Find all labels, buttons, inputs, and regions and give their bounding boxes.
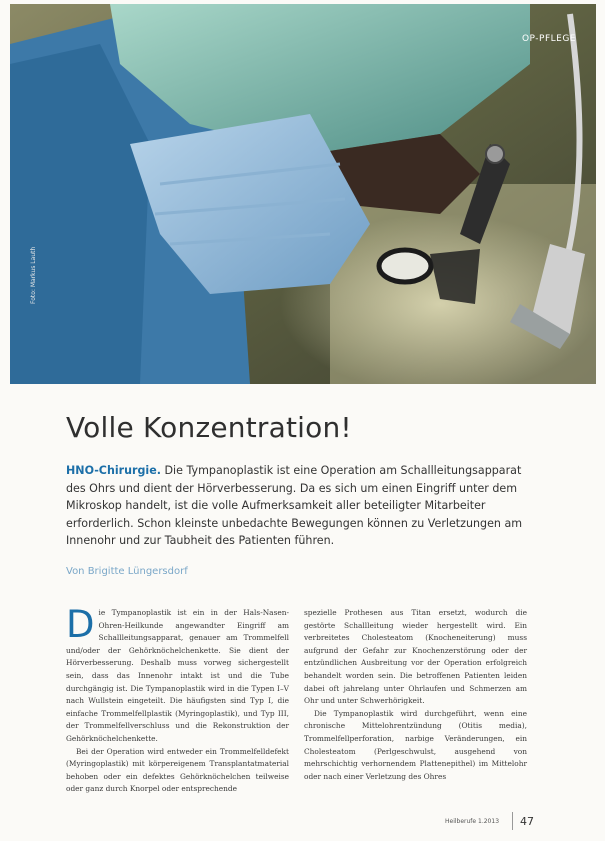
body-column-right xyxy=(304,607,527,783)
body-paragraph: Bei der Operation wird entweder ein Trommelfelldefekt (Myringoplastik) mit körpereigenem Transplantatmaterial behoben oder ein defektes Gehörknöchelchen teilweise oder ganz durch Knorpel oder entsprechende xyxy=(66,746,289,794)
body-column-left xyxy=(66,603,289,796)
body-paragraph: Die Tympanoplastik wird durchgeführt, wenn eine chronische Mittelohrentzündung (Otitis media), Trommelfellperforation, narbige Veränderungen, ein Cholesteatom (Perlgeschwulst, ausgehend von mehrschichtig verhornendem Plattenepithel) im Mittelohr oder nach einer Verletzung des Ohres xyxy=(304,708,527,781)
body-paragraph: spezielle Prothesen aus Titan ersetzt, wodurch die gestörte Schallleitung wieder hergestellt wird. Ein verbreitetes Cholesteatom (Knocheneiterung) muss aufgrund der Gefahr zur Knochenzerstörung oder der entzündlichen Ausbreitung vor der Operation erfolgreich behandelt worden sein. Die betroffenen Patienten leiden dabei oft jahrelang unter Ohrlaufen und Schmerzen am Ohr und unter Schwerhörigkeit. xyxy=(304,608,527,706)
lead-text: Die Tympanoplastik ist eine Operation am Schallleitungsapparat des Ohrs und dient der Hörverbesserung. Da es sich um einen Eingriff unter dem Mikroskop handelt, ist die volle Aufmerksamkeit aller beteiligter Mitarbeiter erforderlich. Schon kleinste unbedachte Bewegungen können zu Verletzungen am Innenohr und zur Taubheit des Patienten führen. xyxy=(66,464,523,548)
photo-credit: Foto: Markus Lauth xyxy=(30,246,37,304)
drop-cap: D xyxy=(66,603,95,646)
section-tag: OP-PFLEGE xyxy=(521,34,576,44)
page-number: 47 xyxy=(520,815,534,828)
article-title: Volle Konzentration! xyxy=(66,411,352,444)
author-byline: Von Brigitte Lüngersdorf xyxy=(66,566,188,577)
hero-photo xyxy=(10,4,596,384)
article-lead xyxy=(66,462,526,550)
lead-kicker: HNO-Chirurgie. xyxy=(66,464,161,477)
footer-divider xyxy=(512,812,513,830)
surgeon-microscope-photo xyxy=(10,4,596,384)
magazine-issue: Heilberufe 1.2013 xyxy=(445,818,500,825)
body-paragraph: Die Tympanoplastik ist ein in der Hals-Nasen-Ohren-Heilkunde angewandter Eingriff am Schallleitungsapparat, genauer am Trommelfell und/oder der Gehörknöchelchenkette. Sie dient der Hörverbesserung. Deshalb muss vorweg sichergestellt sein, dass das Innenohr intakt ist und die Tube durchgängig ist. Die Tympanoplastik wird in die Typen I–V nach Wullstein eingeteilt. Die häufigsten sind Typ I, die einfache Trommelfellplastik (Myringoplastik), und Typ III, der Trommelfellverschluss und die Rekonstruktion der Gehörknöchelchenkette. xyxy=(66,603,289,743)
